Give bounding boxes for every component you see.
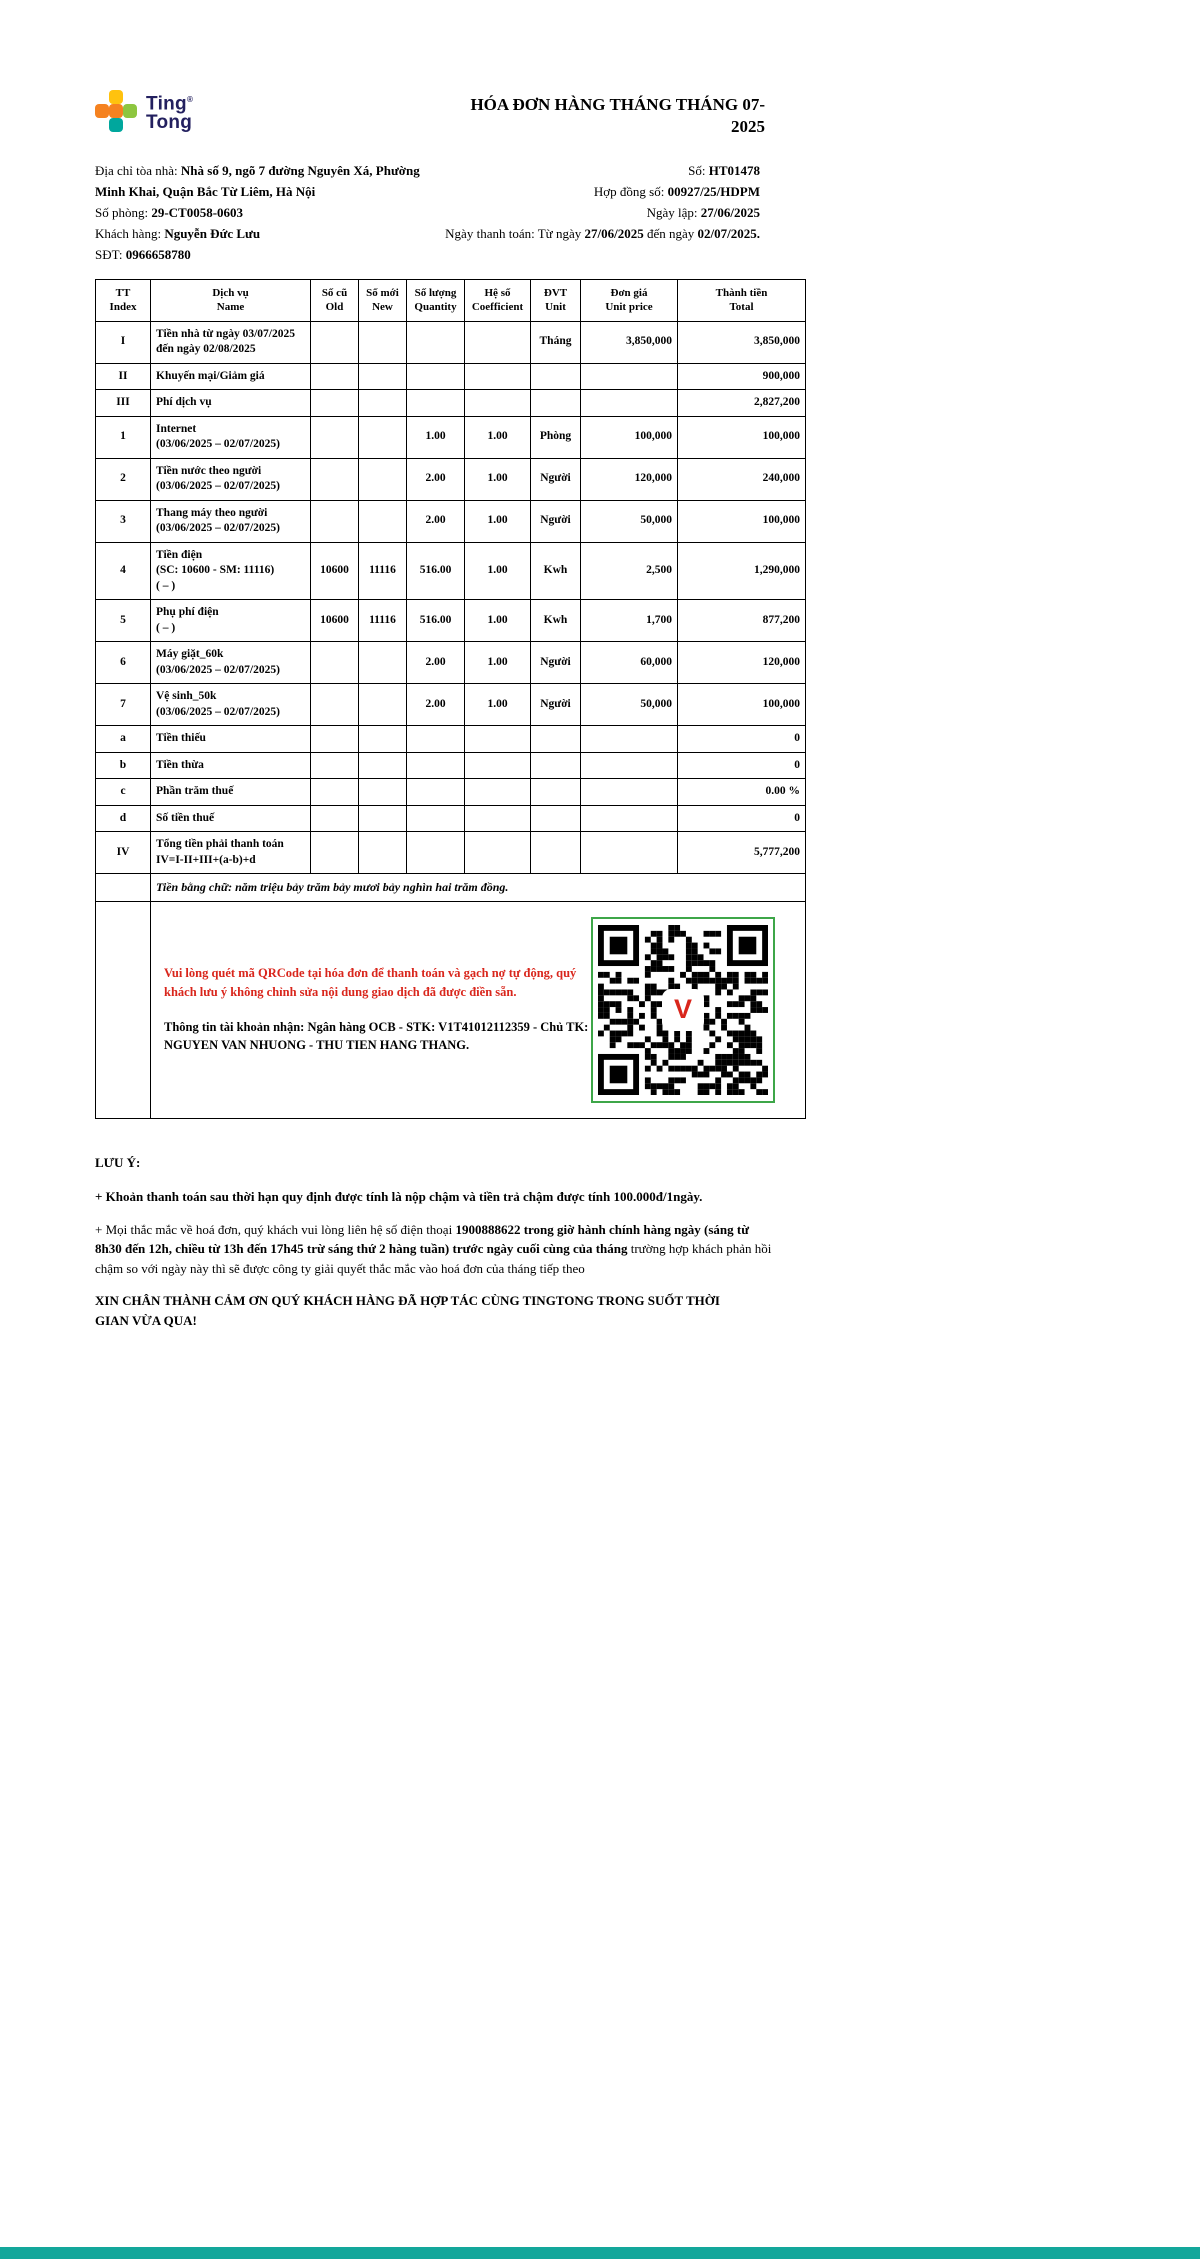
cell-new: 11116 bbox=[359, 600, 407, 642]
cell-total: 877,200 bbox=[678, 600, 806, 642]
cell-coefficient: 1.00 bbox=[465, 684, 531, 726]
cell-unit-price bbox=[581, 805, 678, 832]
cell-quantity: 2.00 bbox=[407, 684, 465, 726]
cell-total: 900,000 bbox=[678, 363, 806, 390]
cell-quantity bbox=[407, 321, 465, 363]
customer-name: Khách hàng: Nguyễn Đức Lưu bbox=[95, 226, 261, 241]
cell-service-name: Tiền thiếu bbox=[151, 726, 311, 753]
column-header-name: Dịch vụ Name bbox=[151, 280, 311, 322]
cell-index: 5 bbox=[96, 600, 151, 642]
cell-total: 120,000 bbox=[678, 642, 806, 684]
cell-total: 0 bbox=[678, 726, 806, 753]
cell-unit-price: 1,700 bbox=[581, 600, 678, 642]
invoice-title: HÓA ĐƠN HÀNG THÁNG THÁNG 07-2025 bbox=[470, 95, 765, 136]
cell-quantity bbox=[407, 363, 465, 390]
cell-new: 11116 bbox=[359, 542, 407, 600]
cell-old bbox=[311, 726, 359, 753]
payment-account-info: Thông tin tài khoản nhận: Ngân hàng OCB - STK: V1T41012112359 - Chủ TK: NGUYEN VAN NHUONG - THU TIEN HANG THANG. bbox=[164, 1019, 589, 1053]
cell-new bbox=[359, 642, 407, 684]
cell-quantity bbox=[407, 832, 465, 874]
cell-total: 3,850,000 bbox=[678, 321, 806, 363]
cell-coefficient: 1.00 bbox=[465, 458, 531, 500]
column-header-old: Số cũ Old bbox=[311, 280, 359, 322]
cell-coefficient: 1.00 bbox=[465, 642, 531, 684]
cell-unit: Người bbox=[531, 684, 581, 726]
cell-unit-price: 120,000 bbox=[581, 458, 678, 500]
payment-cell bbox=[151, 901, 806, 1118]
cell-quantity bbox=[407, 390, 465, 417]
table-row bbox=[96, 642, 806, 684]
cell-index: d bbox=[96, 805, 151, 832]
cell-service-name: Số tiền thuế bbox=[151, 805, 311, 832]
cell-index: IV bbox=[96, 832, 151, 874]
cell-service-name: Tiền điện (SC: 10600 - SM: 11116) ( – ) bbox=[151, 542, 311, 600]
cell-coefficient bbox=[465, 805, 531, 832]
cell-unit: Kwh bbox=[531, 600, 581, 642]
cell-total: 100,000 bbox=[678, 416, 806, 458]
cell-unit: Phòng bbox=[531, 416, 581, 458]
cell-unit-price bbox=[581, 752, 678, 779]
cell-coefficient bbox=[465, 752, 531, 779]
notes-heading: LƯU Ý: bbox=[95, 1154, 141, 1170]
cell-unit bbox=[531, 752, 581, 779]
cell-service-name: Phụ phí điện ( – ) bbox=[151, 600, 311, 642]
cell-quantity: 2.00 bbox=[407, 500, 465, 542]
cell-coefficient: 1.00 bbox=[465, 600, 531, 642]
table-row bbox=[96, 458, 806, 500]
cell-old bbox=[311, 500, 359, 542]
cell-old bbox=[311, 321, 359, 363]
cell-quantity bbox=[407, 779, 465, 806]
cell-total: 2,827,200 bbox=[678, 390, 806, 417]
cell-index: 2 bbox=[96, 458, 151, 500]
column-header-quantity: Số lượng Quantity bbox=[407, 280, 465, 322]
table-row bbox=[96, 321, 806, 363]
cell-index: 4 bbox=[96, 542, 151, 600]
cell-index: a bbox=[96, 726, 151, 753]
qr-instruction-text: Vui lòng quét mã QRCode tại hóa đơn để thanh toán và gạch nợ tự động, quý khách lưu ý không chỉnh sửa nội dung giao dịch đã được điền sẵn. bbox=[164, 966, 577, 999]
cell-old bbox=[311, 779, 359, 806]
cell-unit bbox=[531, 726, 581, 753]
cell-old bbox=[311, 390, 359, 417]
cell-new bbox=[359, 458, 407, 500]
cell-service-name: Internet (03/06/2025 – 02/07/2025) bbox=[151, 416, 311, 458]
amount-in-words: Tiền bằng chữ: năm triệu bảy trăm bảy mươi bảy nghìn hai trăm đồng. bbox=[151, 874, 806, 901]
cell-old bbox=[311, 416, 359, 458]
cell-unit: Kwh bbox=[531, 542, 581, 600]
tingtong-logo bbox=[95, 90, 193, 138]
cell-service-name: Tổng tiền phải thanh toán IV=I-II+III+(a-b)+d bbox=[151, 832, 311, 874]
cell-new bbox=[359, 779, 407, 806]
cell-quantity: 1.00 bbox=[407, 416, 465, 458]
cell-unit-price: 50,000 bbox=[581, 684, 678, 726]
cell-coefficient: 1.00 bbox=[465, 416, 531, 458]
cell-coefficient: 1.00 bbox=[465, 500, 531, 542]
amount-words-row bbox=[96, 874, 806, 901]
cell-unit-price: 3,850,000 bbox=[581, 321, 678, 363]
column-header-index: TT Index bbox=[96, 280, 151, 322]
thank-you-message: XIN CHÂN THÀNH CẢM ƠN QUÝ KHÁCH HÀNG ĐÃ HỢP TÁC CÙNG TINGTONG TRONG SUỐT THỜI GIAN VỪA QUA! bbox=[95, 1293, 720, 1328]
cell-service-name: Tiền thừa bbox=[151, 752, 311, 779]
cell-service-name: Vệ sinh_50k (03/06/2025 – 02/07/2025) bbox=[151, 684, 311, 726]
table-row bbox=[96, 832, 806, 874]
cell-old bbox=[311, 805, 359, 832]
table-row bbox=[96, 363, 806, 390]
cell-total: 240,000 bbox=[678, 458, 806, 500]
cell-service-name: Phần trăm thuế bbox=[151, 779, 311, 806]
cell-total: 0 bbox=[678, 752, 806, 779]
table-row bbox=[96, 684, 806, 726]
cell-quantity: 2.00 bbox=[407, 458, 465, 500]
cell-index: 3 bbox=[96, 500, 151, 542]
cell-new bbox=[359, 832, 407, 874]
cell-index: 6 bbox=[96, 642, 151, 684]
issue-date: Ngày lập: 27/06/2025 bbox=[646, 205, 760, 220]
cell-coefficient bbox=[465, 779, 531, 806]
notes-section bbox=[95, 1153, 775, 1331]
cell-old: 10600 bbox=[311, 600, 359, 642]
cell-unit-price bbox=[581, 390, 678, 417]
cell-new bbox=[359, 500, 407, 542]
cell-quantity bbox=[407, 805, 465, 832]
cell-quantity: 516.00 bbox=[407, 600, 465, 642]
cell-unit-price: 100,000 bbox=[581, 416, 678, 458]
table-row bbox=[96, 726, 806, 753]
cell-new bbox=[359, 752, 407, 779]
room-number: Số phòng: 29-CT0058-0603 bbox=[95, 205, 244, 220]
cell-coefficient bbox=[465, 390, 531, 417]
cell-new bbox=[359, 363, 407, 390]
cell-service-name: Phí dịch vụ bbox=[151, 390, 311, 417]
tingtong-plus-icon bbox=[95, 90, 137, 132]
cell-total: 0.00 % bbox=[678, 779, 806, 806]
table-header-row bbox=[96, 280, 806, 322]
cell-quantity: 516.00 bbox=[407, 542, 465, 600]
cell-unit-price bbox=[581, 363, 678, 390]
note-hotline: + Mọi thắc mắc về hoá đơn, quý khách vui lòng liên hệ số điện thoại 1900888622 trong giờ hành chính hàng ngày (sáng từ 8h30 đến 12h, chiều từ 13h đến 17h45 trừ sáng thứ 2 hàng tuần) trước ngày cuối cùng của tháng trường hợp khách phản hồi chậm so với ngày này thì sẽ được công ty giải quyết thắc mắc vào hoá đơn của tháng tiếp theo bbox=[95, 1221, 772, 1276]
cell-unit-price: 60,000 bbox=[581, 642, 678, 684]
cell-unit: Người bbox=[531, 500, 581, 542]
invoice-meta bbox=[445, 160, 805, 265]
table-row bbox=[96, 805, 806, 832]
cell-service-name: Tiền nước theo người (03/06/2025 – 02/07/2025) bbox=[151, 458, 311, 500]
cell-index: I bbox=[96, 321, 151, 363]
cell-old bbox=[311, 684, 359, 726]
cell-service-name: Tiền nhà từ ngày 03/07/2025 đến ngày 02/08/2025 bbox=[151, 321, 311, 363]
cell-index: 1 bbox=[96, 416, 151, 458]
cell-total: 100,000 bbox=[678, 500, 806, 542]
cell-coefficient bbox=[465, 832, 531, 874]
cell-coefficient: 1.00 bbox=[465, 542, 531, 600]
empty-cell bbox=[96, 901, 151, 1118]
table-row bbox=[96, 390, 806, 417]
tingtong-logo-text: Ting® Tong bbox=[146, 93, 194, 134]
cell-new bbox=[359, 726, 407, 753]
cell-unit: Người bbox=[531, 458, 581, 500]
cell-total: 100,000 bbox=[678, 684, 806, 726]
cell-unit: Người bbox=[531, 642, 581, 684]
cell-total: 1,290,000 bbox=[678, 542, 806, 600]
payment-qr-code bbox=[591, 917, 775, 1103]
cell-index: b bbox=[96, 752, 151, 779]
cell-total: 5,777,200 bbox=[678, 832, 806, 874]
cell-unit bbox=[531, 363, 581, 390]
cell-unit bbox=[531, 832, 581, 874]
cell-unit-price bbox=[581, 726, 678, 753]
table-row bbox=[96, 416, 806, 458]
customer-phone: SĐT: 0966658780 bbox=[95, 247, 191, 262]
qr-row bbox=[96, 901, 806, 1118]
viettel-money-icon: V bbox=[664, 991, 702, 1029]
table-row bbox=[96, 500, 806, 542]
invoice-info bbox=[95, 160, 805, 265]
payment-period: Ngày thanh toán: Từ ngày 27/06/2025 đến ngày 02/07/2025. bbox=[445, 226, 760, 241]
building-address: Địa chỉ tòa nhà: Nhà số 9, ngõ 7 đường Nguyên Xá, Phường Minh Khai, Quận Bắc Từ Liêm, Hà Nội bbox=[95, 163, 420, 199]
invoice-table bbox=[95, 279, 806, 1119]
cell-service-name: Máy giặt_60k (03/06/2025 – 02/07/2025) bbox=[151, 642, 311, 684]
cell-unit-price: 50,000 bbox=[581, 500, 678, 542]
cell-old bbox=[311, 832, 359, 874]
column-header-unit: ĐVT Unit bbox=[531, 280, 581, 322]
cell-old bbox=[311, 642, 359, 684]
cell-coefficient bbox=[465, 321, 531, 363]
column-header-total: Thành tiền Total bbox=[678, 280, 806, 322]
cell-index: 7 bbox=[96, 684, 151, 726]
cell-new bbox=[359, 416, 407, 458]
contract-number: Hợp đồng số: 00927/25/HDPM bbox=[593, 184, 760, 199]
cell-quantity: 2.00 bbox=[407, 642, 465, 684]
cell-unit: Tháng bbox=[531, 321, 581, 363]
cell-total: 0 bbox=[678, 805, 806, 832]
invoice-number: Số: HT01478 bbox=[688, 163, 760, 178]
cell-service-name: Thang máy theo người (03/06/2025 – 02/07/2025) bbox=[151, 500, 311, 542]
cell-quantity bbox=[407, 726, 465, 753]
table-row bbox=[96, 779, 806, 806]
cell-unit bbox=[531, 390, 581, 417]
cell-new bbox=[359, 805, 407, 832]
column-header-coefficient: Hệ số Coefficient bbox=[465, 280, 531, 322]
cell-unit-price: 2,500 bbox=[581, 542, 678, 600]
empty-cell bbox=[96, 874, 151, 901]
footer-accent-bar bbox=[0, 2247, 1200, 2259]
cell-unit-price bbox=[581, 779, 678, 806]
cell-coefficient bbox=[465, 363, 531, 390]
cell-quantity bbox=[407, 752, 465, 779]
cell-old: 10600 bbox=[311, 542, 359, 600]
header bbox=[95, 0, 805, 138]
cell-old bbox=[311, 363, 359, 390]
cell-index: II bbox=[96, 363, 151, 390]
cell-index: c bbox=[96, 779, 151, 806]
cell-service-name: Khuyến mại/Giảm giá bbox=[151, 363, 311, 390]
note-late-payment: + Khoản thanh toán sau thời hạn quy định được tính là nộp chậm và tiền trả chậm được tính 100.000đ/1ngày. bbox=[95, 1189, 703, 1205]
cell-unit-price bbox=[581, 832, 678, 874]
column-header-new: Số mới New bbox=[359, 280, 407, 322]
cell-old bbox=[311, 752, 359, 779]
cell-new bbox=[359, 684, 407, 726]
customer-info bbox=[95, 160, 445, 265]
table-row bbox=[96, 542, 806, 600]
cell-unit bbox=[531, 805, 581, 832]
cell-unit bbox=[531, 779, 581, 806]
cell-new bbox=[359, 390, 407, 417]
column-header-unit-price: Đơn giá Unit price bbox=[581, 280, 678, 322]
table-row bbox=[96, 600, 806, 642]
cell-coefficient bbox=[465, 726, 531, 753]
cell-old bbox=[311, 458, 359, 500]
cell-index: III bbox=[96, 390, 151, 417]
table-row bbox=[96, 752, 806, 779]
cell-new bbox=[359, 321, 407, 363]
